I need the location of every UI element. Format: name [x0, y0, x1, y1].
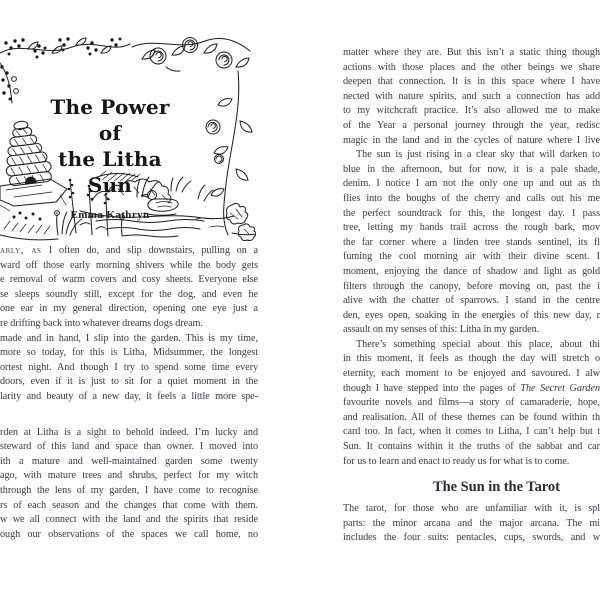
rose-garland-icon: [132, 38, 250, 72]
paragraph-lines: [0, 426, 258, 543]
left-flower-cluster-icon: [0, 63, 18, 103]
text-line: ago, with mature trees and shrubs, perfect for my witch: [0, 470, 258, 482]
title-block: [36, 94, 184, 221]
first-line-rest: I often do, and slip downstairs, pulling on a: [48, 245, 258, 256]
text-line: rden at Litha is a sight to behold indeed. I’m lucky and: [0, 426, 258, 438]
page-title-line2: the Litha Sun: [58, 147, 162, 197]
page-title-line1: The Power of: [50, 95, 170, 145]
paragraph-lines: [343, 352, 600, 381]
text-line: den, eyes open, soaking in the energies of this new day, r: [343, 309, 600, 321]
text-line: [343, 382, 600, 397]
text-line: for us to learn and enact to ready us for what is to come.: [343, 455, 570, 467]
text-line: e removal of warm covers and cosy sheets. Everyone else: [0, 274, 258, 286]
left-text-column: [0, 244, 258, 542]
secret-garden-prefix: though I have stepped into the pages of: [343, 382, 521, 394]
text-line: to my witchcraft practice. It’s also allowed me to make: [343, 105, 600, 117]
paragraph-lines: [0, 259, 258, 317]
text-line: through the lens of my garden, I have come to recognise: [0, 484, 258, 496]
text-line: more so today, for this is Litha, Midsummer, the longest: [0, 347, 258, 359]
text-line: w we all connect with the land and the spirits that reside: [0, 514, 258, 526]
text-line: Sun. It contains within it the truths of the sabbat and car: [343, 441, 600, 453]
author-name: Emma Kathryn: [70, 209, 150, 221]
text-line: fuming the cool morning air with their divine scent. I: [343, 251, 600, 263]
text-line: and realisation. All of these themes can be found within th: [343, 411, 600, 423]
text-line: denim. I notice I am not the only one up and out as th: [343, 178, 600, 190]
text-line: nected with nature spirits, and such a connection has add: [343, 90, 600, 102]
text-line: doors, even if it is just to sit for a quiet moment in the: [0, 376, 258, 388]
text-line: eternity, each moment to be enjoyed and savoured. I alw: [343, 368, 600, 380]
text-line: of the Year a personal journey through the year, redisc: [343, 119, 600, 131]
text-line: se sleeps soundly still, except for the dog, and even he: [0, 288, 258, 300]
text-line: The tarot, for those who are unfamiliar with it, is spl: [343, 503, 600, 515]
paragraph-lines: [343, 46, 600, 148]
text-line: deepen that connection. It is in this space where I have: [343, 76, 600, 88]
text-line: re drifting back into whatever dreams dogs dream.: [0, 317, 203, 329]
paragraph-lines: [343, 163, 600, 324]
text-line: [0, 244, 258, 259]
small-caps-lead: arly, as: [0, 245, 49, 256]
floral-garland-top-icon: [0, 37, 130, 58]
text-line: one ear in my general direction, opening one eye just a: [0, 303, 258, 315]
text-line: blue in the afternoon, but for now, it is a pale shade,: [343, 163, 600, 175]
text-line: includes the four suits: pentacles, cups, swords, and w: [343, 532, 600, 544]
text-line: steward of this land and space than owner. I moved into: [0, 441, 258, 453]
text-line: favourite novels and films—a story of camaraderie, hope,: [343, 397, 600, 409]
text-line: assault on my senses of this: Litha in my garden.: [343, 324, 540, 336]
text-line: ough our observations of the spaces we call home, no: [0, 528, 258, 540]
text-line: The sun is just rising in a clear sky that will darken to: [356, 149, 600, 161]
text-line: the perfect soundtrack for this, the longest day. I pass: [343, 207, 600, 219]
text-line: rs of each season and the changes that come with them.: [0, 499, 258, 511]
text-line: alive with the chatter of sparrows. I stand in the centre: [343, 295, 600, 307]
paragraph-lines: [0, 332, 258, 405]
paragraph-gap: [0, 405, 258, 426]
text-line: in this moment, it feels as though the day will stretch o: [343, 353, 600, 365]
text-line: matter where they are. But this isn’t a static thing though: [343, 47, 600, 58]
text-line: magic in the land and in the cycles of nature where I live: [343, 134, 600, 146]
section-heading: The Sun in the Tarot: [433, 479, 560, 496]
text-line: tree, letting my hands trail across the rough bark, mov: [343, 222, 600, 234]
text-line: ortest night. And though I try to spend some time every: [0, 361, 258, 373]
right-text-column: [343, 46, 600, 546]
text-line: There’s something special about this place, about thi: [356, 338, 600, 350]
text-line: flies into the boughs of the cherry and calls out his me: [343, 192, 600, 204]
text-line: ward off those early morning shivers while the body gets: [0, 259, 258, 271]
text-line: ith a mature and well-maintained garden some twenty: [0, 455, 258, 467]
text-line: made and in hand, I slip into the garden. This is my time,: [0, 332, 258, 344]
paragraph-lines: [343, 502, 600, 546]
text-line: larity and beauty of a new day, it feels a little more spe-: [0, 390, 258, 402]
paragraph-lines: [343, 396, 600, 454]
text-line: the far corner where a linden tree stands sentinel, its fl: [343, 236, 600, 248]
text-line: filters through the canopy, before moving on, past the i: [343, 280, 600, 292]
text-line: card too. In fact, when it comes to Litha, I can’t help but t: [343, 426, 600, 438]
text-line: parts: the minor arcana and the major arcana. The mi: [343, 517, 600, 529]
text-line: moment, enjoying the dance of shadow and light as gold: [343, 265, 600, 277]
text-line: actions with those places and the other beings we share: [343, 61, 600, 73]
secret-garden-title: The Secret Garden: [520, 382, 600, 394]
